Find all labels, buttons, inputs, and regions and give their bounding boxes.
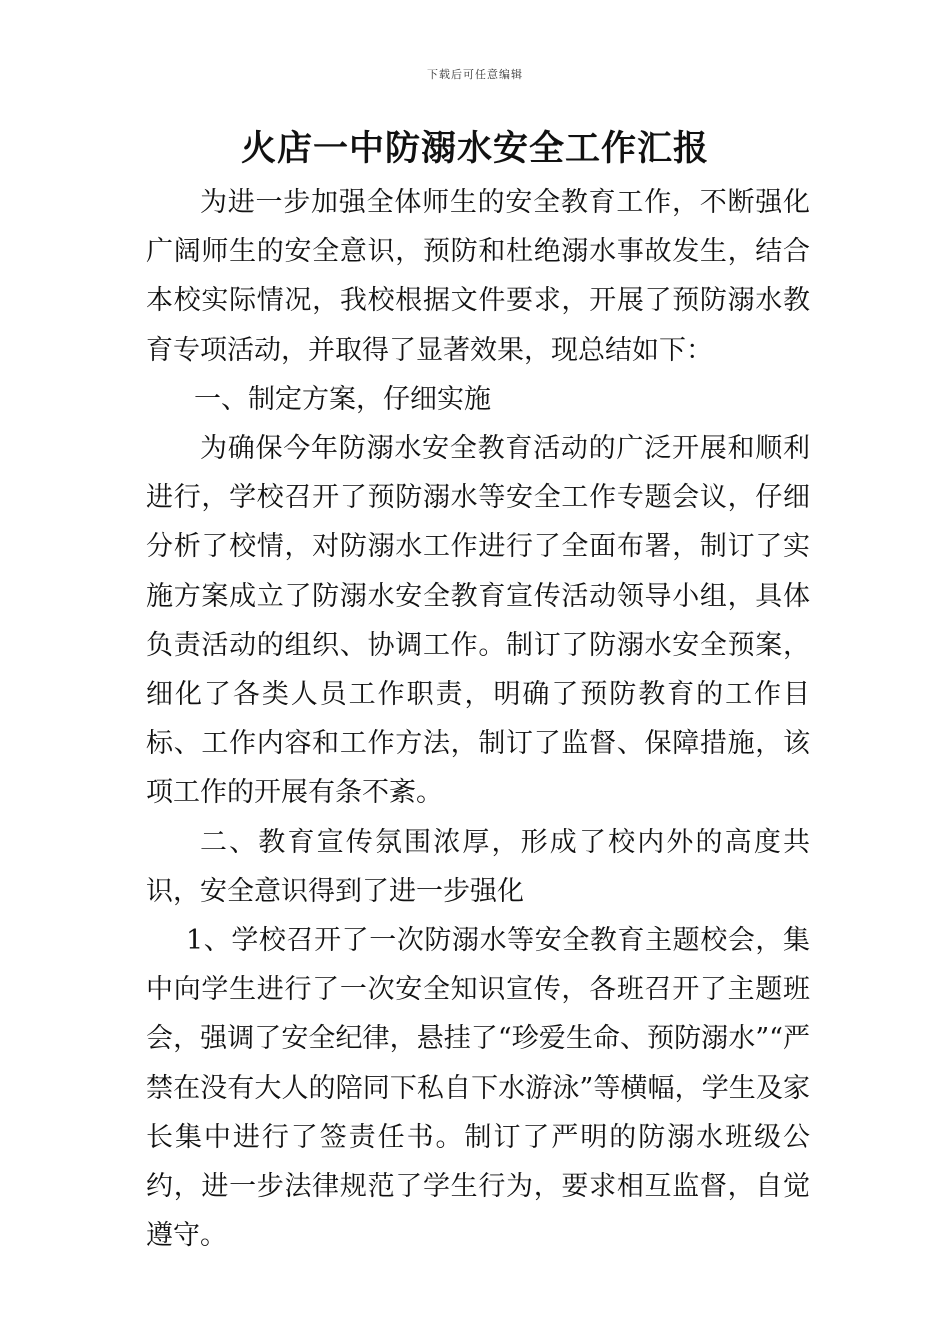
document-title: 火店一中防溺水安全工作汇报 xyxy=(240,129,709,169)
item-1-paragraph: 1、学校召开了一次防溺水等安全教育主题校会，集中向学生进行了一次安全知识宣传，各班召开了主题班会，强调了安全纪律，悬挂了“珍爱生命、预防溺水”“严禁在没有大人的陪同下私自下水游泳”等横幅，学生及家长集中进行了签责任书。制订了严明的防溺水班级公约，进一步法律规范了学生行为，要求相互监督，自觉遵守。 xyxy=(146,925,810,1252)
intro-paragraph: 为进一步加强全体师生的安全教育工作，不断强化广阔师生的安全意识，预防和杜绝溺水事故发生，结合本校实际情况，我校根据文件要求，开展了预防溺水教育专项活动，并取得了显著效果，现总结如下： xyxy=(146,187,810,366)
document-body xyxy=(146,178,810,1260)
section-heading-2: 二、教育宣传氛围浓厚，形成了校内外的高度共识，安全意识得到了进一步强化 xyxy=(146,826,810,907)
header-note: 下载后可任意编辑 xyxy=(427,68,523,81)
section-heading-1: 一、制定方案，仔细实施 xyxy=(194,383,491,415)
section-1-paragraph: 为确保今年防溺水安全教育活动的广泛开展和顺利进行，学校召开了预防溺水等安全工作专题会议，仔细分析了校情，对防溺水工作进行了全面布署，制订了实施方案成立了防溺水安全教育宣传活动领导小组，具体负责活动的组织、协调工作。制订了防溺水安全预案，细化了各类人员工作职责，明确了预防教育的工作目标、工作内容和工作方法，制订了监督、保障措施，该项工作的开展有条不紊。 xyxy=(146,433,810,809)
